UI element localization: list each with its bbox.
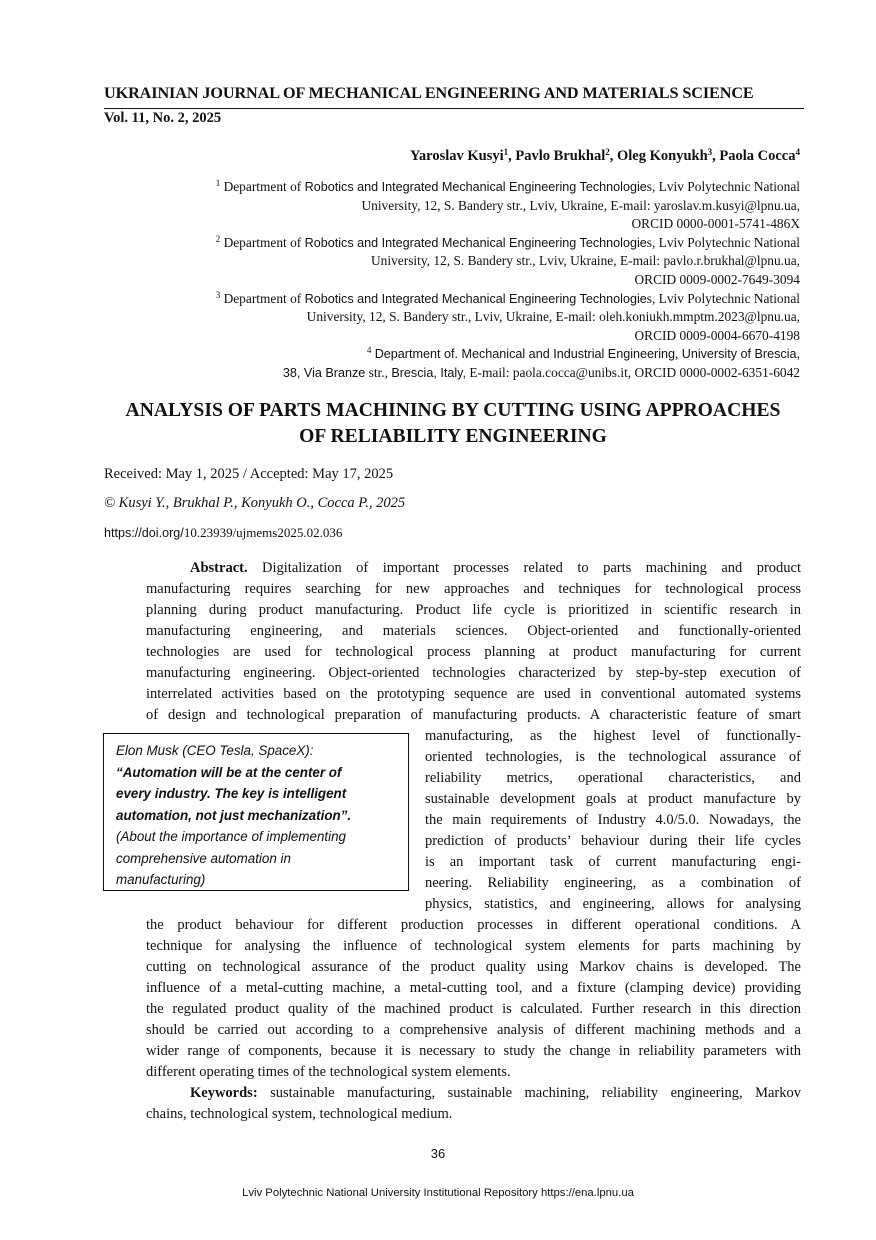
quote-note: comprehensive automation in xyxy=(116,850,291,866)
abstract-line: sustainable development goals at product manufacture by xyxy=(425,791,801,807)
copyright-line: © Kusyi Y., Brukhal P., Konyukh O., Cocca P., 2025 xyxy=(104,495,406,511)
header-rule xyxy=(104,108,804,109)
affiliation-mark: 4 xyxy=(366,345,372,356)
quote-text xyxy=(116,740,406,891)
abstract-line: physics, statistics, and engineering, allows for analysing xyxy=(425,896,801,912)
abstract-line: cutting on technological assurance of the product quality using Markov chains is developed. The xyxy=(146,959,801,975)
affiliation-2: $^2$ Department of Robotics and Integrated Mechanical Engineering Technologies, Lviv Polytechnic National University, 12, S. Bandery str., Lviv, Ukraine, E-mail: pavlo.r.brukhal@lpnu.ua, ORCID 0009-0002-7649-3094 xyxy=(120,234,800,290)
abstract-line: the product behaviour for different production processes in different operational conditions. A xyxy=(146,917,801,933)
abstract-line: influence of a metal-cutting machine, a metal-cutting tool, and a fixture (clamping device) providing xyxy=(146,980,801,996)
abstract-line: neering. Reliability engineering, as a combination of xyxy=(425,875,801,891)
author-name: Paola Cocca xyxy=(719,148,796,164)
quote-note: (About the importance of implementing xyxy=(116,829,346,844)
doi-prefix: https://doi.org/ xyxy=(104,526,184,540)
received-accepted-dates: Received: May 1, 2025 / Accepted: May 17, 2025 xyxy=(104,466,394,482)
affiliation-4: $^4$ Department of. Mechanical and Industrial Engineering, University of Brescia, 38, Via Branze str., Brescia, Italy, E-mail: paola.cocca@unibs.it, ORCID 0000-0002-6351-6042 xyxy=(282,345,800,380)
author-name: Oleg Konyukh xyxy=(616,148,708,164)
affiliation-orcid: ORCID 0000-0001-5741-486X xyxy=(631,216,800,232)
department-name: Robotics and Integrated Mechanical Engineering Technologie xyxy=(304,291,647,306)
abstract-line: the main requirements of Industry 4.0/5.0. Nowadays, the xyxy=(425,812,801,828)
abstract-line: manufacturing engineering. Object-oriented technologies characterized by step-by-step execution of xyxy=(146,665,801,681)
affiliation-mark: 1 xyxy=(215,178,221,188)
university-name: University of Brescia, xyxy=(681,347,800,362)
title-line: OF RELIABILITY ENGINEERING xyxy=(299,425,607,447)
affiliation-contact: E-mail: paola.cocca@unibs.it, ORCID 0000-0002-6351-6042 xyxy=(465,364,800,380)
affiliations xyxy=(120,178,800,383)
journal-title: UKRAINIAN JOURNAL OF MECHANICAL ENGINEERING AND MATERIALS SCIENCE xyxy=(104,84,754,102)
affiliation-mark: 3 xyxy=(215,289,221,300)
abstract-line: technique for analysing the influence of technological system elements for parts machining by xyxy=(146,938,801,954)
abstract-line: prediction of products’ behaviour during their life cycles xyxy=(425,833,801,849)
author-mark: 3 xyxy=(707,147,713,157)
abstract-line: wider range of components, because it is necessary to study the change in reliability parameters with xyxy=(146,1043,801,1059)
quote-line: automation, not just mechanization”. xyxy=(116,807,352,823)
abstract-line: manufacturing engineering, and materials sciences. Object-oriented and functionally-oriented xyxy=(146,623,801,639)
keywords-line: chains, technological system, technological medium. xyxy=(146,1106,453,1122)
abstract-line: manufacturing, as the highest level of functionally- xyxy=(425,728,801,744)
abstract-line: Abstract. Digitalization of important processes related to parts machining and product xyxy=(190,560,801,576)
repository-footer: Lviv Polytechnic National University Institutional Repository https://ena.lpnu.ua xyxy=(242,1187,634,1199)
abstract-line: reliability metrics, operational characteristics, and xyxy=(425,770,801,786)
abstract-line: technologies are used for technological process planning at product manufacturing for current xyxy=(146,644,801,660)
affiliation-orcid: ORCID 0009-0002-7649-3094 xyxy=(634,271,800,287)
abstract-line: oriented technologies, is the technological assurance of xyxy=(425,749,801,765)
affiliation-address: University, 12, S. Bandery str., Lviv, Ukraine, E-mail: pavlo.r.brukhal@lpnu.ua, xyxy=(371,253,800,269)
abstract-label: Abstract. xyxy=(190,560,248,576)
department-name: Department of. Mechanical and Industrial Engineering xyxy=(374,347,676,362)
affiliation-mark: 2 xyxy=(215,233,221,244)
street-address: 38, Via Branze xyxy=(282,365,366,380)
author-list: Yaroslav Kusyi$^1$, Pavlo Brukhal$^2$, Oleg Konyukh$^3$, Paola Cocca$^4$ xyxy=(410,147,800,164)
abstract-line: of design and technological preparation of manufacturing products. A characteristic feature of smart xyxy=(146,707,801,723)
abstract-line: the regulated product quality of the machined product is calculated. Further research in this direction xyxy=(146,1001,801,1017)
abstract-line: different operating times of the technological system elements. xyxy=(146,1064,511,1080)
quote-line: “Automation will be at the center of xyxy=(116,764,342,780)
author-name: Yaroslav Kusyi xyxy=(410,148,504,164)
keywords-line: Keywords: sustainable manufacturing, sustainable machining, reliability engineering, Markov xyxy=(190,1085,801,1101)
affiliation-1: $^1$ Department of Robotics and Integrated Mechanical Engineering Technologies, Lviv Polytechnic National University, 12, S. Bandery str., Lviv, Ukraine, E-mail: yaroslav.m.kusyi@lpnu.ua, ORCID 0000-0001-5741-486X xyxy=(120,178,800,234)
abstract-line: manufacturing requires searching for new approaches and techniques for technological process xyxy=(146,581,801,597)
affiliation-orcid: ORCID 0009-0004-6670-4198 xyxy=(634,327,800,343)
author-name: Pavlo Brukhal xyxy=(515,148,606,164)
volume-issue: Vol. 11, No. 2, 2025 xyxy=(104,110,222,126)
doi-id: 10.23939/ujmems2025.02.036 xyxy=(183,525,343,540)
paper-title xyxy=(70,398,836,449)
title-line: ANALYSIS OF PARTS MACHINING BY CUTTING USING APPROACHES xyxy=(125,400,781,421)
department-name: Robotics and Integrated Mechanical Engineering Technologie xyxy=(304,180,647,194)
page-number: 36 xyxy=(430,1146,446,1161)
abstract-line: should be carried out according to a comprehensive analysis of different machining methods and a xyxy=(146,1022,801,1038)
affiliation-address: University, 12, S. Bandery str., Lviv, Ukraine, E-mail: oleh.koniukh.mmptm.2023@lpnu.ua, xyxy=(306,309,800,325)
affiliation-address: University, 12, S. Bandery str., Lviv, Ukraine, E-mail: yaroslav.m.kusyi@lpnu.ua, xyxy=(361,197,800,213)
quote-author: Elon Musk (CEO Tesla, SpaceX): xyxy=(116,743,314,758)
author-mark: 2 xyxy=(605,147,610,157)
quote-line: every industry. The key is intelligent xyxy=(116,786,347,801)
abstract-line: planning during product manufacturing. Product life cycle is prioritized in scientific research in xyxy=(146,602,801,618)
author-mark: 1 xyxy=(503,147,509,157)
quote-note: manufacturing) xyxy=(116,872,206,887)
abstract-line: is an important task of current manufacturing engi- xyxy=(425,854,801,870)
keywords-label: Keywords: xyxy=(190,1085,258,1101)
department-name: Robotics and Integrated Mechanical Engineering Technologie xyxy=(304,235,647,250)
city-country: Brescia, Italy, xyxy=(391,365,466,380)
affiliation-3: $^3$ Department of Robotics and Integrated Mechanical Engineering Technologies, Lviv Polytechnic National University, 12, S. Bandery str., Lviv, Ukraine, E-mail: oleh.koniukh.mmptm.2023@lpnu.ua, ORCID 0009-0004-6670-4198 xyxy=(120,290,800,346)
abstract-line: interrelated activities based on the prototyping sequence are used in conventional automated systems xyxy=(146,686,801,702)
doi-link[interactable] xyxy=(104,525,342,541)
author-mark: 4 xyxy=(795,147,800,157)
